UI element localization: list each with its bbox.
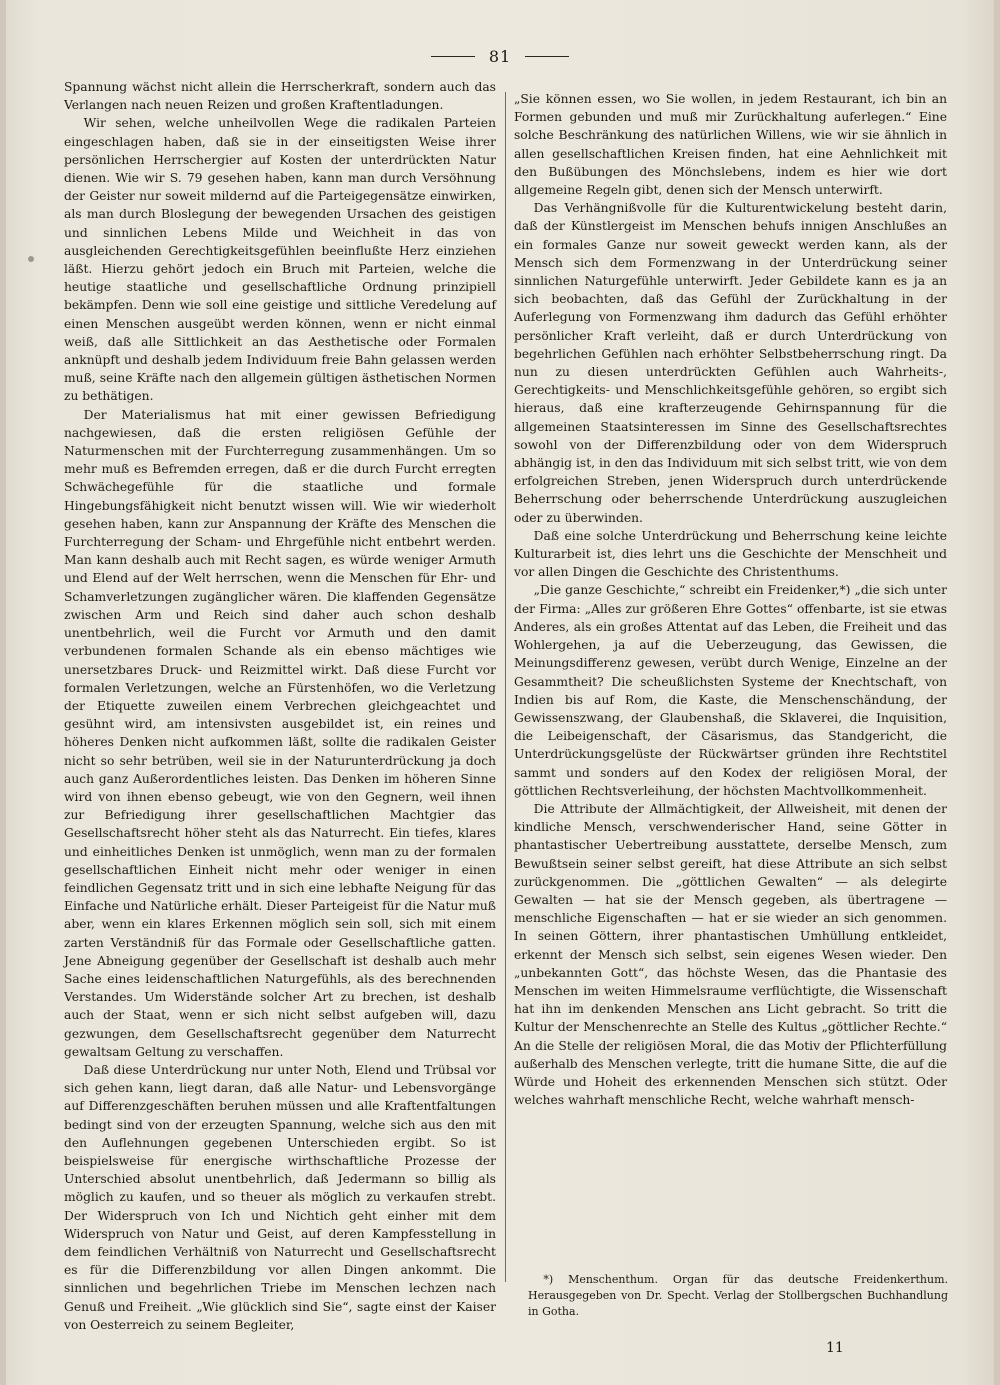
- paragraph: Wir sehen, welche unheilvollen Wege die radikalen Parteien eingeschlagen haben, daß sie in der einseitigsten Weise ihrer persönlichen Herrschergier auf Kosten der unterdrückten Natur dienen. Wie wir S. 79 gesehen haben, kann man durch Versöhnung der Geister nur soweit mildernd auf die Parteigegensätze einwirken, als man durch Bloslegung der bewegenden Ursachen des geistigen und sinnlichen Lebens Milde und Weichheit in das von ausgleichenden Gerechtigkeitsgefühlen beeinflußte Herz einziehen läßt. Hierzu gehört jedoch ein Bruch mit Parteien, welche die heutige staatliche und gesellschaftliche Ordnung prinzipiell bekämpfen. Denn wie soll eine geistige und sittliche Veredelung auf einen Menschen ausgeübt werden können, wenn er nicht einmal weiß, daß alle Sittlichkeit an das Aesthetische oder Formalen anknüpft und deshalb jedem Individuum freie Bahn gelassen werden muß, seine Kräfte nach den allgemein gültigen ästhetischen Normen zu bethätigen.: [64, 116, 496, 404]
- signature-mark: 11: [826, 1340, 844, 1356]
- header-rule-left: [431, 56, 475, 57]
- column-divider: [505, 92, 506, 1282]
- footnote-text: *) Menschenthum. Organ für das deutsche Freidenkerthum. Herausgegeben von Dr. Specht. Verlag der Stollbergschen Buchhandlung in Gotha.: [528, 1273, 948, 1318]
- paragraph: „Sie können essen, wo Sie wollen, in jedem Restaurant, ich bin an Formen gebunden und muß mir Zurückhaltung auferlegen.“ Eine solche Beschränkung des natürlichen Willens, wie wir sie ähnlich in allen gesellschaftlichen Kreisen finden, hat eine Aehnlichkeit mit den Bußübungen des Mönchslebens, indem es hier wie dort allgemeine Regeln gibt, denen sich der Mensch unterwirft.: [514, 92, 947, 198]
- paragraph: Die Attribute der Allmächtigkeit, der Allweisheit, mit denen der kindliche Mensch, verschwenderischer Hand, seine Götter in phantastischer Uebertreibung ausstattete, derselbe Mensch, zum Bewußtsein seiner selbst gereift, hat diese Attribute an sich selbst zurückgenommen. Die „göttlichen Gewalten“ — als delegirte Gewalten — hat sie der Mensch gegeben, als übertragene — menschliche Eigenschaften — hat er sie wieder an sich genommen. In seinen Göttern, ihrer phantastischen Umhüllung entkleidet, erkennt der Mensch sich selbst, sein eigenes Wesen wieder. Den „unbekannten Gott“, das höchste Wesen, das die Phantasie des Menschen im weiten Himmelsraume verflüchtigte, die Wissenschaft hat ihn im denkenden Menschen ans Licht gebracht. So tritt die Kultur der Menschenrechte an Stelle des Kultus „göttlicher Rechte.“ An die Stelle der religiösen Moral, die das Motiv der Pflichterfüllung außerhalb des Menschen verlegte, tritt die humane Sitte, die auf die Würde und Hoheit des erkennenden Menschen sich stützt. Oder welches wahrhaft menschliche Recht, welche wahrhaft mensch-: [514, 801, 947, 1108]
- paragraph: Spannung wächst nicht allein die Herrscherkraft, sondern auch das Verlangen nach neuen Reizen und großen Kraftentladungen.: [64, 80, 496, 113]
- paragraph: Der Materialismus hat mit einer gewissen Befriedigung nachgewiesen, daß die ersten religiösen Gefühle der Naturmenschen mit der Furchterregung zusammenhängen. Um so mehr muß es Befremden erregen, daß er die durch Furcht erregten Schwächegefühle für die staatliche und formale Hingebungsfähigkeit nicht benutzt wissen will. Wie wir wiederholt gesehen haben, kann zur Anspannung der Kräfte des Menschen die Furchterregung der Scham- und Ehrgefühle nicht entbehrt werden. Man kann deshalb auch mit Recht sagen, es würde weniger Armuth und Elend auf der Welt herrschen, wenn die Menschen für Ehr- und Schamverletzungen zugänglicher wären. Die klaffenden Gegensätze zwischen Arm und Reich sind daher auch schon deshalb unentbehrlich, weil die Furcht vor Armuth und den damit verbundenen formalen Schande als ein ebenso mächtiges wie unersetzbares Druck- und Reizmittel wirkt. Daß diese Furcht vor formalen Verletzungen, welche an Fürstenhöfen, wo die Verletzung der Etiquette zuweilen einem Verbrechen gleichgeachtet und gesühnt wird, am intensivsten ausgebildet ist, ein reines und höheres Denken nicht aufkommen läßt, sollte die radikalen Geister nicht so sehr betrüben, weil sie in der Naturunterdrückung ja doch auch ganz Außerordentliches leisten. Das Denken im höheren Sinne wird von ihnen ebenso gebeugt, wie von den Gegnern, weil ihnen zur Befriedigung ihrer gesellschaftlichen Machtgier das Gesellschaftsrecht höher steht als das Naturrecht. Ein tiefes, klares und einheitliches Denken ist unmöglich, wenn man zu der formalen gesellschaftlichen Einheit nicht mehr oder weniger in einen feindlichen Gegensatz tritt und in sich eine lebhafte Neigung für das Einfache und Natürliche erhält. Dieser Parteigeist für die Natur muß aber, wenn ein klares Erkennen möglich sein soll, sich mit einem zarten Verständniß für das Formale oder Gesellschaftliche gatten. Jene Abneigung gegenüber der Gesellschaft ist deshalb auch mehr Sache eines leidenschaftlichen Naturgefühls, als des berechnenden Verstandes. Um Widerstände solcher Art zu brechen, ist deshalb auch der Staat, wenn er sich nicht selbst aufgeben will, dazu gezwungen, dem Gesellschaftsrecht gegenüber dem Naturrecht gewaltsam Geltung zu verschaffen.: [64, 407, 496, 1059]
- paragraph: Daß diese Unterdrückung nur unter Noth, Elend und Trübsal vor sich gehen kann, liegt daran, daß alle Natur- und Lebensvorgänge auf Differenzgeschäften beruhen müssen und alle Kraftentfaltungen bedingt sind von der erzeugten Spannung, welche sich aus den mit den Auflehnungen gegebenen Unterschieden ergibt. So ist beispielsweise für energische wirthschaftliche Prozesse der Unterschied absolut unentbehrlich, daß Jedermann so billig als möglich zu kaufen, und so theuer als möglich zu verkaufen strebt. Der Widerspruch von Ich und Nichtich geht einher mit dem Widerspruch von Natur und Geist, auf deren Kampfesstellung in dem feindlichen Verhältniß von Naturrecht und Gesellschaftsrecht es für die Differenzbildung vor allen Dingen ankommt. Die sinnlichen und begehrlichen Triebe im Menschen lechzen nach Genuß und Freiheit. „Wie glücklich sind Sie“, sagte einst der Kaiser von Oesterreich zu seinem Begleiter,: [64, 1062, 496, 1332]
- paragraph: „Die ganze Geschichte,“ schreibt ein Freidenker,*) „die sich unter der Firma: „Alles zur größeren Ehre Gottes“ offenbarte, ist sie etwas Anderes, als ein großes Attentat auf das Leben, die Freiheit und das Wohlergehen, ja auf die Ueberzeugung, das Gewissen, die Meinungsdifferenz gewesen, verübt durch Wenige, Einzelne an der Gesammtheit? Die scheußlichsten Systeme der Knechtschaft, von Indien bis auf Rom, die Kaste, die Menschenschändung, der Gewissenszwang, der Glaubenshaß, die Sklaverei, die Inquisition, die Leibeigenschaft, der Cäsarismus, das Standgericht, die Unterdrückungsgelüste der Rückwärtser gründen ihre Rechtstitel sammt und sonders auf den Kodex der religiösen Moral, der göttlichen Rechtsverleihung, der höchsten Machtvollkommenheit.: [514, 583, 947, 798]
- right-column: [514, 90, 947, 1109]
- page-header: [0, 44, 1000, 68]
- paragraph: Daß eine solche Unterdrückung und Beherrschung keine leichte Kulturarbeit ist, dies lehrt uns die Geschichte der Menschheit und vor allen Dingen die Geschichte des Christenthums.: [514, 528, 947, 580]
- footnote: [528, 1272, 948, 1320]
- scan-edge-right: [994, 0, 1000, 1385]
- margin-dot: [28, 256, 34, 262]
- page-number: 81: [488, 46, 512, 66]
- header-rule-right: [525, 56, 569, 57]
- scan-edge-left: [0, 0, 6, 1385]
- paragraph: Das Verhängnißvolle für die Kulturentwickelung besteht darin, daß der Künstlergeist im Menschen behufs innigen Anschlußes an ein formales Ganze nur soweit geweckt werden kann, als der Mensch sich dem Formenzwang in der Unterdrückung seiner sinnlichen Naturgefühle unterwirft. Jeder Gebildete kann es ja an sich beobachten, daß das Gefühl der Zurückhaltung in der Auferlegung von Formenzwang ihm dadurch das Gefühl erhöhter persönlicher Kraft verleiht, daß er durch Unterdrückung von begehrlichen Gefühlen nach erhöhter Selbstbeherrschung ringt. Da nun zu diesen unterdrückten Gefühlen auch Wahrheits-, Gerechtigkeits- und Menschlichkeitsgefühle gehören, so ergibt sich hieraus, daß eine krafterzeugende Gehirnspannung für die allgemeinen Staatsinteressen im Sinne des Gesellschaftsrechtes sowohl von der Differenzbildung oder von dem Widerspruch abhängig ist, in den das Individuum mit sich selbst tritt, wie von dem erfolgreichen Streben, jenen Widerspruch durch unterdrückende Beherrschung oder beherrschende Unterdrückung auszugleichen oder zu überwinden.: [514, 201, 947, 525]
- left-column: [64, 78, 496, 1334]
